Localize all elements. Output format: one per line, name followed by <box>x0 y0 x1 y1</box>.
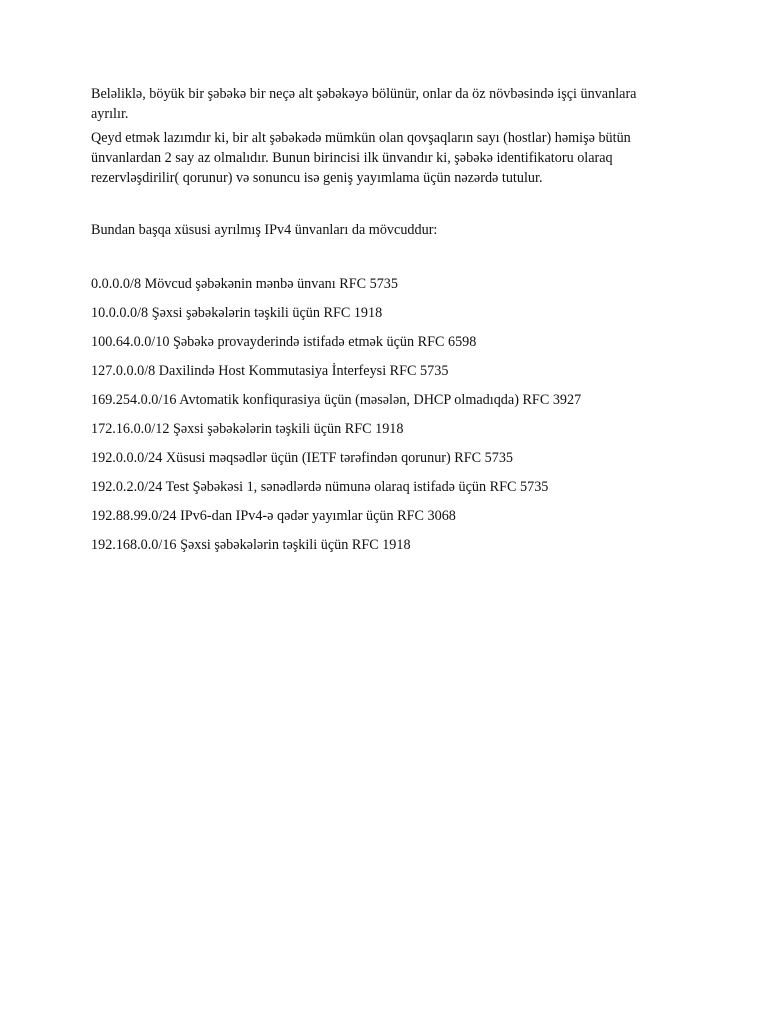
document-body <box>91 84 671 564</box>
paragraph-subnet-division: Beləliklə, böyük bir şəbəkə bir neçə alt şəbəkəyə bölünür, onlar da öz növbəsində işçi ünvanlara ayrılır. <box>91 86 637 122</box>
paragraph-host-count-note: Qeyd etmək lazımdır ki, bir alt şəbəkədə mümkün olan qovşaqların sayı (hostlar) həmişə bütün ünvanlardan 2 say az olmalıdır. Bunun birincisi ilk ünvandır ki, şəbəkə identifikatoru olaraq rezervləşdirilir( qorunur) və sonuncu isə geniş yayımlama üçün nəzərdə tutulur. <box>91 130 631 186</box>
address-item: 0.0.0.0/8 Mövcud şəbəkənin mənbə ünvanı RFC 5735 <box>91 276 398 292</box>
address-item: 192.88.99.0/24 IPv6-dan IPv4-ə qədər yayımlar üçün RFC 3068 <box>91 508 456 524</box>
address-item: 192.0.0.0/24 Xüsusi məqsədlər üçün (IETF tərəfindən qorunur) RFC 5735 <box>91 450 514 466</box>
special-address-list <box>91 274 671 564</box>
address-item: 192.168.0.0/16 Şəxsi şəbəkələrin təşkili üçün RFC 1918 <box>91 537 411 553</box>
address-item: 100.64.0.0/10 Şəbəkə provayderində istifadə etmək üçün RFC 6598 <box>91 334 477 350</box>
address-item: 127.0.0.0/8 Daxilində Host Kommutasiya İnterfeysi RFC 5735 <box>91 363 449 379</box>
address-item: 10.0.0.0/8 Şəxsi şəbəkələrin təşkili üçün RFC 1918 <box>91 305 383 321</box>
address-item: 192.0.2.0/24 Test Şəbəkəsi 1, sənədlərdə nümunə olaraq istifadə üçün RFC 5735 <box>91 479 549 495</box>
address-item: 169.254.0.0/16 Avtomatik konfiqurasiya üçün (məsələn, DHCP olmadıqda) RFC 3927 <box>91 392 582 408</box>
special-addresses-intro: Bundan başqa xüsusi ayrılmış IPv4 ünvanları da mövcuddur: <box>91 222 438 238</box>
address-item: 172.16.0.0/12 Şəxsi şəbəkələrin təşkili üçün RFC 1918 <box>91 421 404 437</box>
